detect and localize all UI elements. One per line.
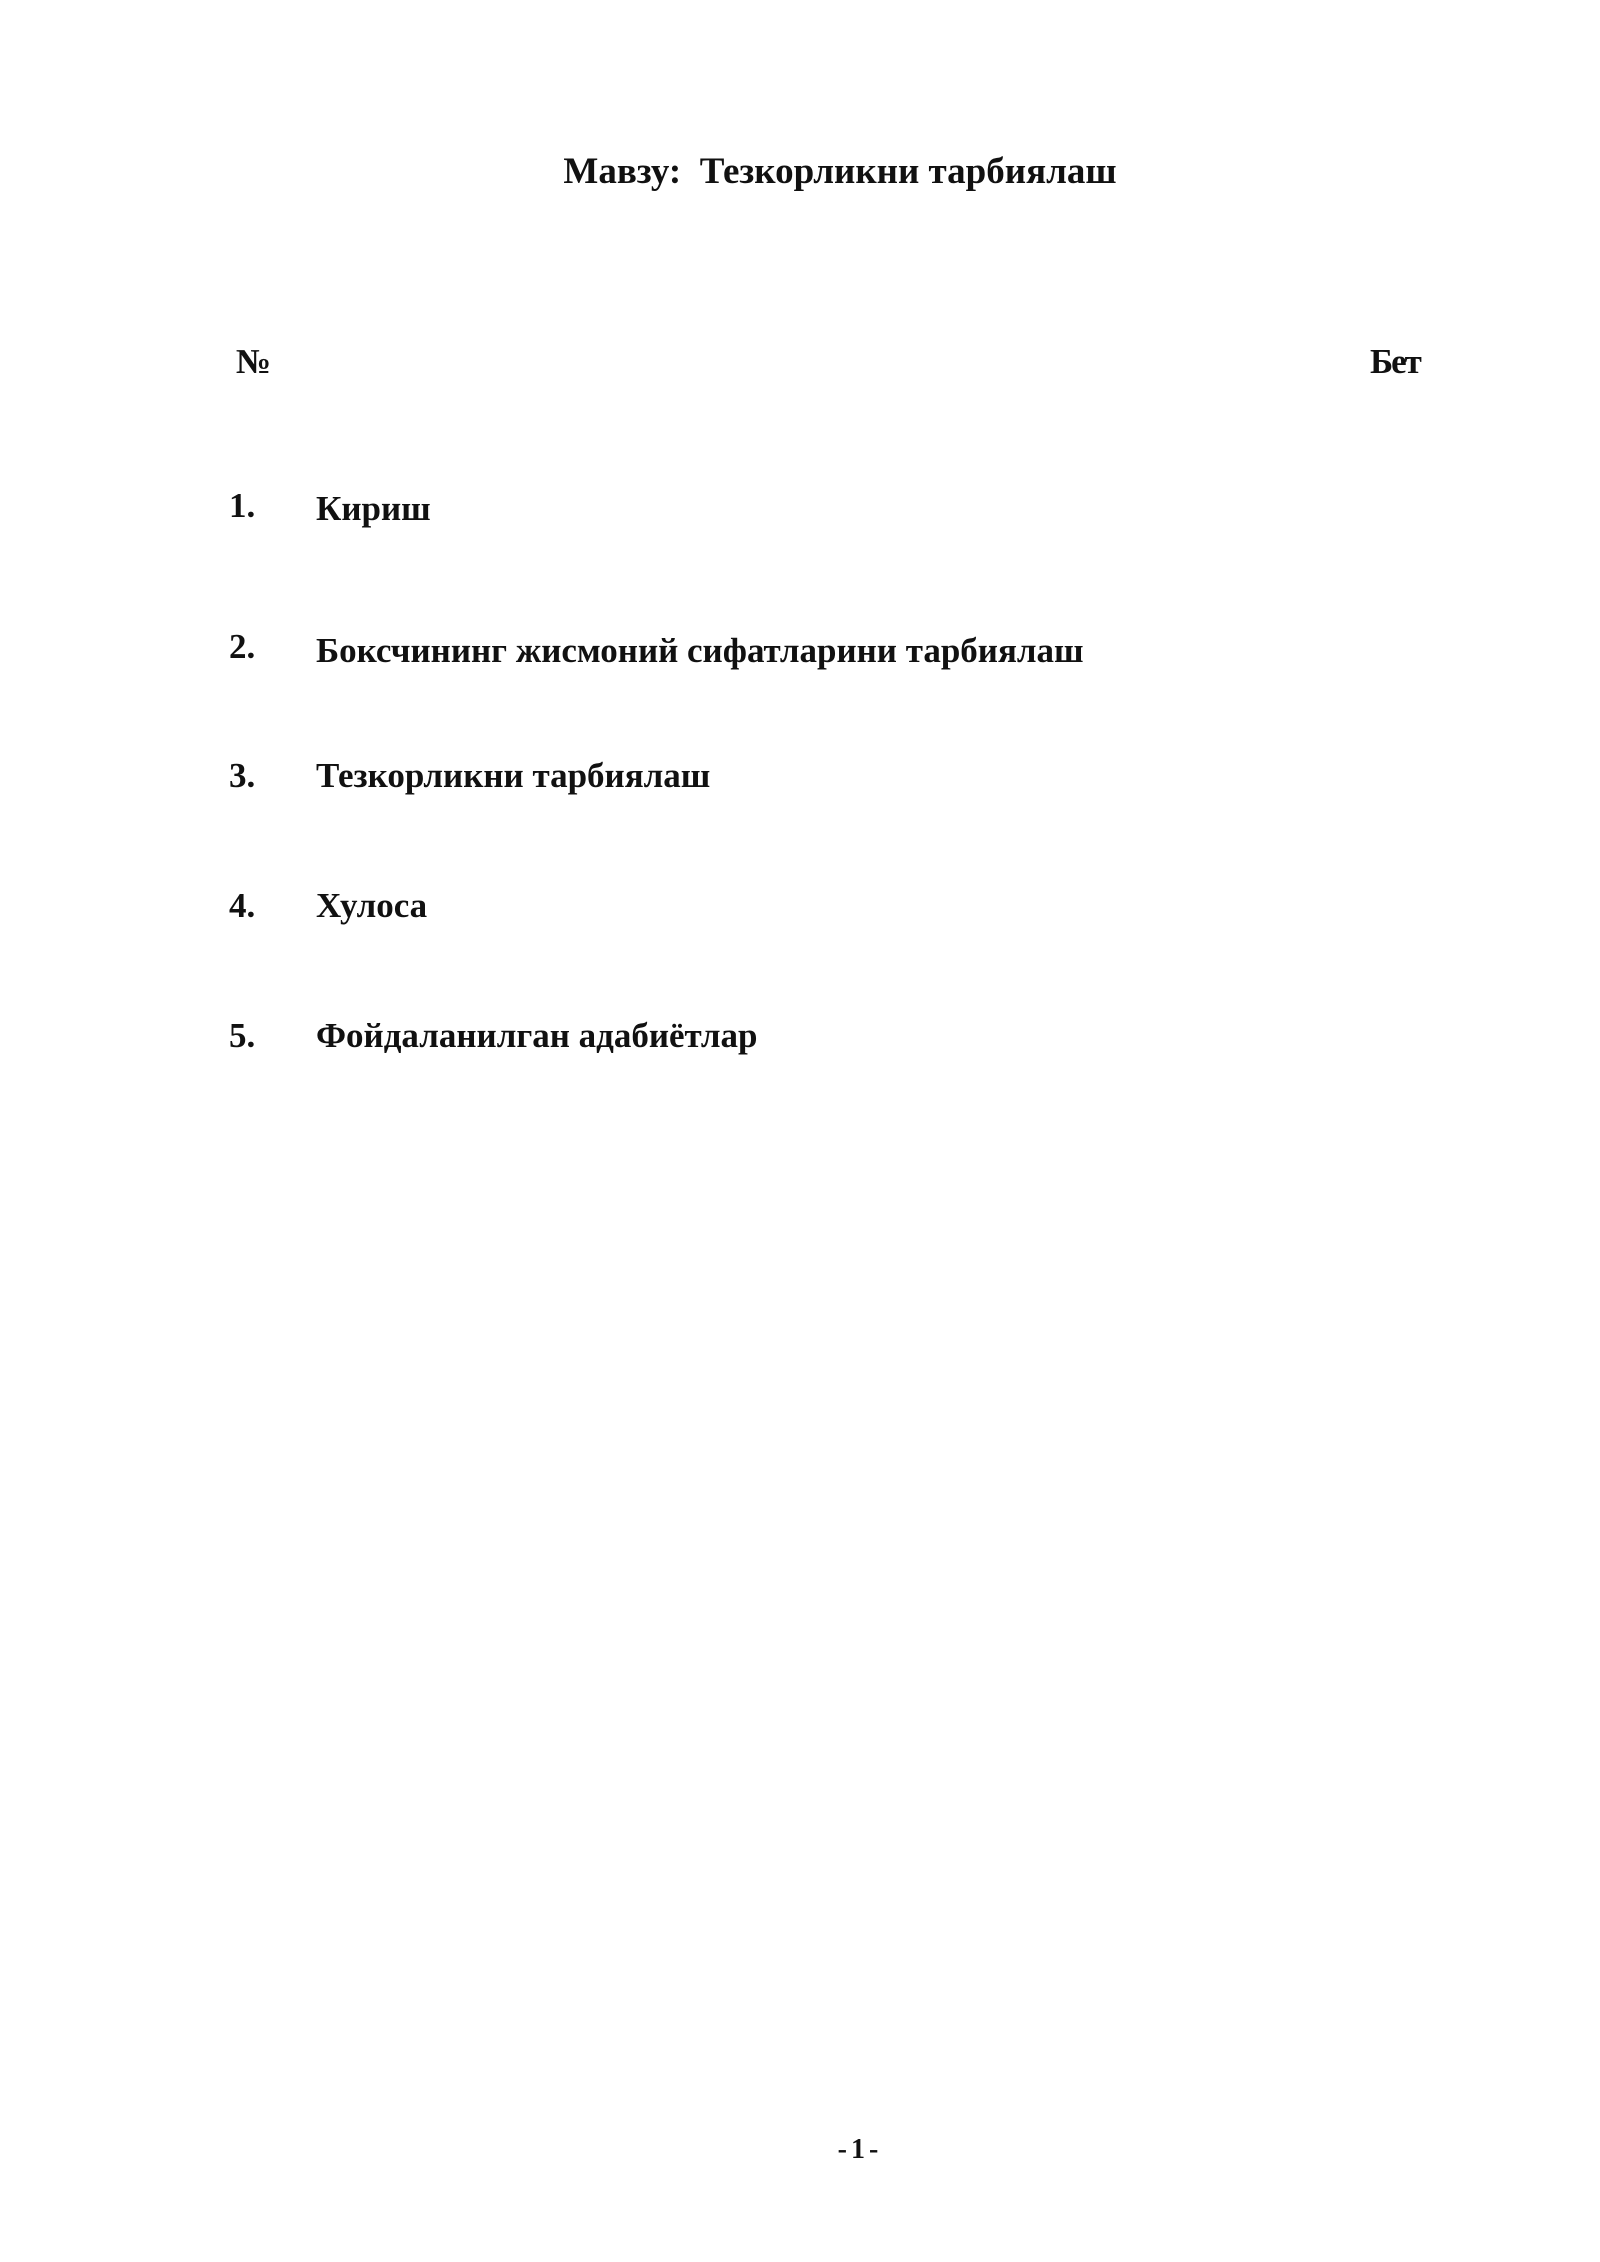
toc-item-text: Хулоса [316,886,428,925]
toc-item-text: Фойдаланилган адабиётлар [316,1016,758,1055]
toc-item-number: 2. [229,627,256,666]
toc-item-text: Кириш [316,489,431,528]
page-column-header: Бет [1370,342,1420,381]
number-column-header: № [236,342,272,381]
toc-item-number: 3. [229,756,256,795]
toc-item-text: Тезкорликни тарбиялаш [316,756,711,795]
toc-item-number: 4. [229,886,256,925]
toc-item-number: 5. [229,1016,256,1055]
page-title: Мавзу: Тезкорликни тарбиялаш [563,151,1117,192]
toc-item-number: 1. [229,486,256,525]
page-number: -1- [837,2134,883,2165]
toc-item-text: Боксчининг жисмоний сифатларини тарбиялаш [316,631,1084,670]
